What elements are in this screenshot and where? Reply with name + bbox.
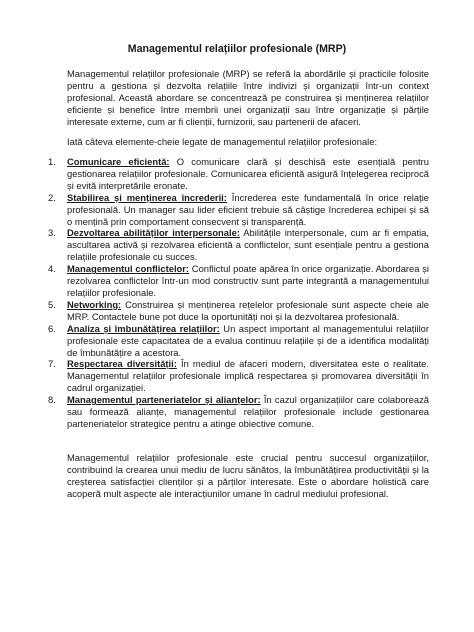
- closing-paragraph: Managementul relațiilor profesionale este crucial pentru succesul organizațiilor, contribuind la crearea unui mediu de lucru sănătos, la îmbunătățirea productivității și la creșterea satisfacției clienților și a părților interesate. Este o abordare holistică care acoperă mult aspecte ale interacțiunilor umane în cadrul mediului profesional.: [67, 452, 429, 499]
- list-item-title: Networking:: [67, 298, 122, 310]
- list-item-title: Comunicare eficientă:: [67, 156, 170, 167]
- document-title: Managementul relațiilor profesionale (MRP): [127, 43, 347, 55]
- list-item-title: Managementul parteneriatelor și alianțelor:: [67, 394, 261, 406]
- list-item-number: 7.: [48, 358, 56, 370]
- list-item-number: 8.: [48, 394, 56, 406]
- list-item-text: Un aspect important al managementului relațiilor profesionale este capacitatea de a evalua continuu relațiile și de a identifica modalități de îmbunătățire a acestora.: [67, 322, 429, 358]
- list-item: [48, 323, 429, 359]
- key-elements-list: [48, 156, 429, 430]
- list-item: [48, 299, 429, 323]
- list-item-text: Construirea și menținerea rețelelor profesionale sunt aspecte cheie ale MRP. Contactele bune pot duce la oportunități noi și la dezvoltarea profesională.: [67, 298, 429, 322]
- list-item-text: Încrederea este fundamentală în orice relație profesională. Un manager sau lider eficient trebuie să câștige încrederea echipei și să o mențină prin comportament consecvent și transparență.: [67, 191, 429, 227]
- list-item-number: 5.: [48, 298, 56, 310]
- list-item: [48, 227, 429, 263]
- list-item-text: O comunicare clară și deschisă este esențială pentru gestionarea relațiilor profesionale. Comunicarea eficientă asigură înțelegerea reciprocă și evită interpretările eronate.: [67, 156, 429, 191]
- list-item-text: Conflictul poate apărea în orice organizație. Abordarea și rezolvarea conflictelor într-un mod constructiv sunt parte integrantă a managementului relațiilor profesionale.: [67, 263, 429, 298]
- list-item-title: Respectarea diversității:: [67, 358, 177, 370]
- list-item-title: Managementul conflictelor:: [67, 263, 190, 275]
- list-item-text: În cazul organizațiilor care colaborează sau formează alianțe, managementul relațiilor profesionale include gestionarea parteneriatelor strategice pentru a atinge obiective comune.: [67, 394, 429, 429]
- list-item-number: 2.: [48, 191, 56, 203]
- intro-paragraph: Managementul relațiilor profesionale (MRP) se referă la abordările și practicile folosite pentru a gestiona și dezvolta relațiile între indivizi și organizații într-un context profesional. Această abordare se concentrează pe construirea și menținerea relațiilor eficiente și benefice între membrii unei organizații sau între organizație și părțile interesate externe, cum ar fi clienții, furnizorii, sau partenerii de afaceri.: [67, 68, 429, 127]
- list-item-number: 3.: [48, 227, 56, 239]
- list-item-number: 4.: [48, 263, 56, 275]
- list-item-title: Analiza și îmbunătățirea relațiilor:: [67, 322, 220, 334]
- list-item: [48, 263, 429, 299]
- list-lead-paragraph: Iată câteva elemente-cheie legate de managementul relațiilor profesionale:: [67, 136, 378, 147]
- list-item: [48, 394, 429, 430]
- list-item-number: 1.: [48, 156, 56, 167]
- list-item-text: Abilitățile interpersonale, cum ar fi empatia, ascultarea activă și rezolvarea eficientă a conflictelor, sunt esențiale pentru a gestiona relațiile profesionale cu succes.: [67, 227, 429, 263]
- list-item: [48, 156, 429, 192]
- list-item-title: Stabilirea și menținerea încrederii:: [67, 191, 227, 203]
- list-item: [48, 358, 429, 394]
- list-item-title: Dezvoltarea abilităților interpersonale:: [67, 227, 240, 239]
- list-item-text: În mediul de afaceri modern, diversitatea este o realitate. Managementul relațiilor profesionale implică respectarea și promovarea diversității în cadrul organizației.: [67, 358, 430, 394]
- list-item-number: 6.: [48, 322, 56, 334]
- list-item: [48, 192, 429, 228]
